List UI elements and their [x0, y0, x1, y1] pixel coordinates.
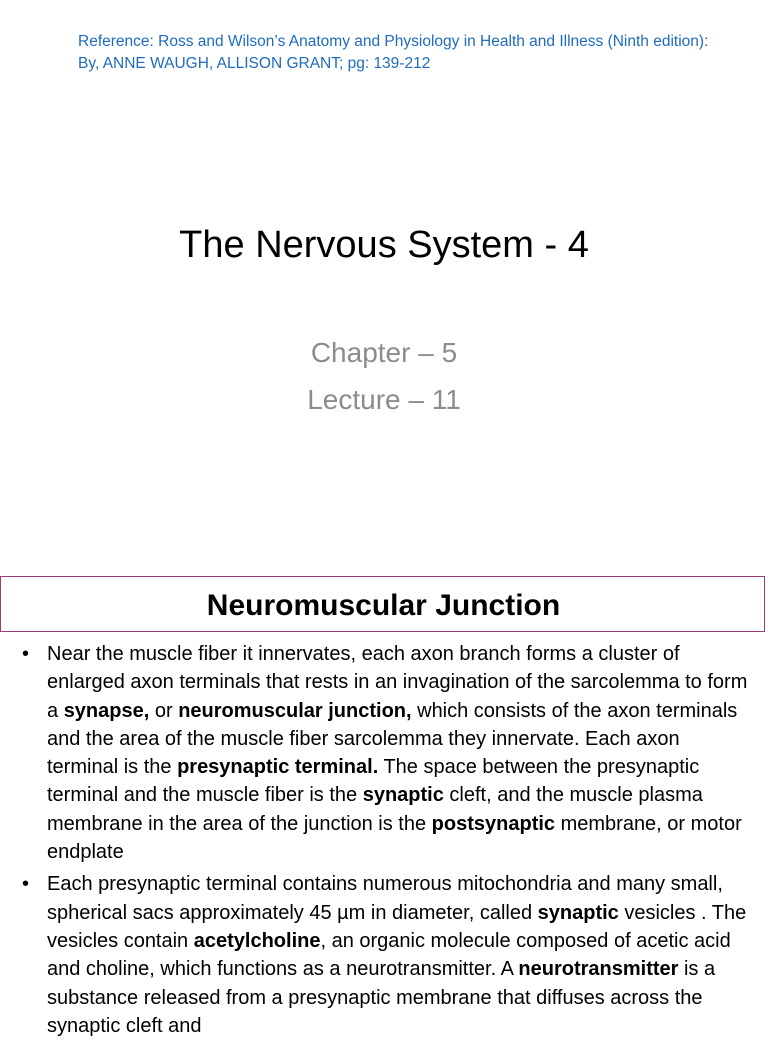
chapter-label: Chapter – 5 — [310, 337, 458, 368]
bullet-item — [0, 870, 768, 1040]
bold-term: neurotransmitter — [518, 958, 679, 981]
section-heading: Neuromuscular Junction — [206, 589, 561, 622]
bold-term: postsynaptic — [431, 812, 556, 835]
bullet-list — [0, 640, 768, 1044]
bold-term: synaptic — [537, 901, 619, 924]
bullet-item — [0, 640, 768, 866]
bullet-marker: • — [22, 643, 30, 665]
content-slide — [0, 576, 768, 1037]
bold-term: neuromuscular junction, — [178, 699, 412, 722]
text-run: or — [149, 699, 179, 722]
text-run: , an organic molecule composed of acetic acid and choline, which functions as a neurotransmitter. A — [47, 929, 731, 981]
text-run: is a substance released from a presynaptic membrane that diffuses across the synaptic cleft and — [47, 958, 716, 1037]
slide-title: The Nervous System - 4 — [179, 224, 589, 266]
reference-text: Reference: Ross and Wilson’s Anatomy and Physiology in Health and Illness (Ninth edition): By, ANNE WAUGH, ALLISON GRANT; pg: 139-212 — [78, 33, 709, 72]
bullet-marker: • — [22, 873, 30, 896]
text-run: which consists of the axon terminals and the area of the muscle fiber sarcolemma they innervate. Each axon terminal is the — [47, 699, 738, 779]
text-run: membrane, or motor endplate — [47, 812, 742, 864]
text-run: The space between the presynaptic terminal and the muscle fiber is the — [47, 756, 700, 807]
bold-term: acetylcholine — [193, 929, 321, 952]
bullet-text — [47, 873, 746, 1036]
heading-box — [0, 576, 765, 632]
bullet-text — [47, 643, 747, 863]
bold-term: synapse, — [63, 699, 150, 722]
bold-term: synaptic — [362, 784, 444, 807]
text-run: Each presynaptic terminal contains numerous mitochondria and many small, spherical sacs approximately 45 µm in diameter, called — [47, 873, 723, 924]
lecture-label: Lecture – 11 — [307, 384, 461, 415]
bold-term: presynaptic terminal. — [177, 756, 379, 779]
text-run: vesicles . The vesicles contain — [47, 901, 747, 952]
text-run: Near the muscle fiber it innervates, each axon branch forms a cluster of enlarged axon terminals that rests in an invagination of the sarcolemma to form a — [47, 643, 748, 722]
text-run: cleft, and the muscle plasma membrane in the area of the junction is the — [47, 784, 703, 835]
